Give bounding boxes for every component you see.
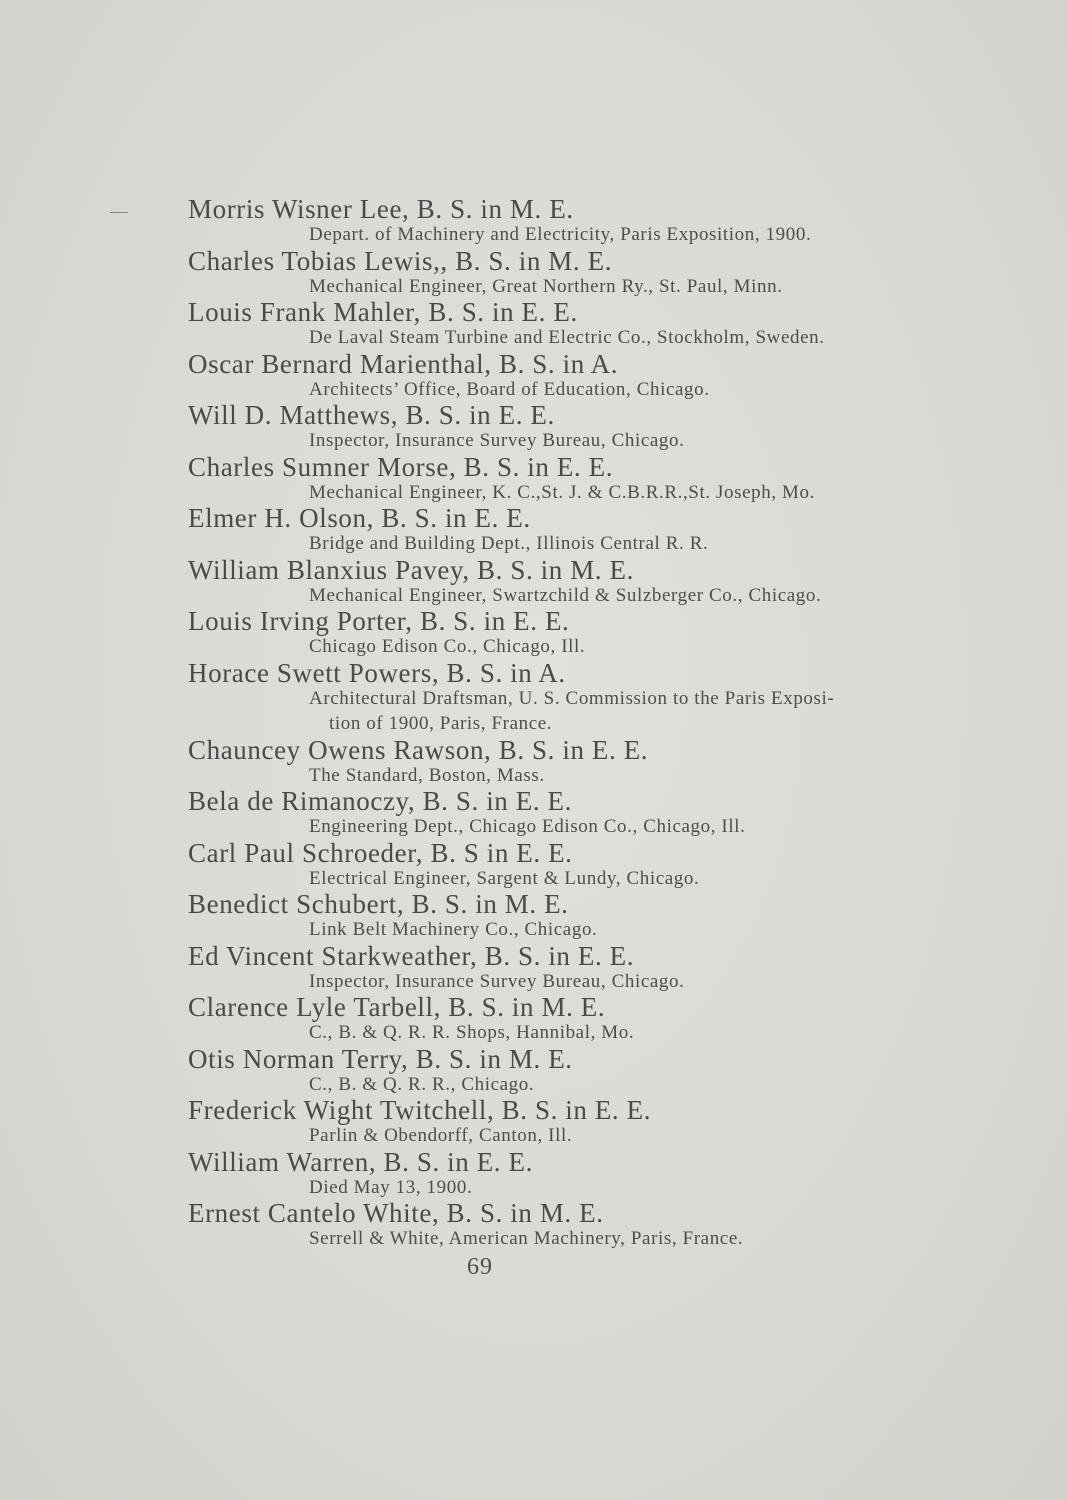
- list-item: [0, 837, 1067, 892]
- entry-detail: [309, 686, 1067, 737]
- list-item: [0, 608, 1067, 660]
- list-item: [0, 1200, 1067, 1252]
- entry-detail: Inspector, Insurance Survey Bureau, Chicago.: [309, 430, 685, 451]
- entry-detail: The Standard, Boston, Mass.: [309, 764, 545, 786]
- list-item: [0, 1043, 1067, 1098]
- list-item: [0, 734, 1067, 789]
- entry-detail: Chicago Edison Co., Chicago, Ill.: [309, 636, 586, 657]
- entry-detail: Mechanical Engineer, K. C.,St. J. & C.B.R.R.,St. Joseph, Mo.: [309, 481, 815, 503]
- entry-detail: Inspector, Insurance Survey Bureau, Chicago.: [309, 970, 685, 992]
- list-item: [0, 657, 1067, 737]
- entry-name: Frederick Wight Twitchell, B. S. in E. E.: [188, 1095, 652, 1125]
- list-item: [0, 1097, 1067, 1149]
- page-number: 69: [467, 1254, 493, 1280]
- list-item: [0, 940, 1067, 995]
- entry-detail-continuation: tion of 1900, Paris, France.: [329, 713, 553, 734]
- entry-detail: Engineering Dept., Chicago Edison Co., Chicago, Ill.: [309, 816, 746, 837]
- entry-name: Will D. Matthews, B. S. in E. E.: [188, 400, 555, 430]
- list-item: [0, 402, 1067, 454]
- entry-name: Ed Vincent Starkweather, B. S. in E. E.: [188, 940, 635, 971]
- list-item: [0, 505, 1067, 557]
- entry-detail: Parlin & Obendorff, Canton, Ill.: [309, 1125, 573, 1146]
- entry-detail: Bridge and Building Dept., Illinois Central R. R.: [309, 533, 709, 554]
- list-item: [0, 891, 1067, 943]
- entry-name: Oscar Bernard Marienthal, B. S. in A.: [188, 348, 619, 379]
- entry-detail: Serrell & White, American Machinery, Paris, France.: [309, 1228, 744, 1249]
- list-item: [0, 554, 1067, 609]
- entry-detail: C., B. & Q. R. R., Chicago.: [309, 1073, 535, 1095]
- entry-name: Charles Tobias Lewis,, B. S. in M. E.: [188, 245, 613, 276]
- list-item: [0, 245, 1067, 300]
- list-item: [0, 299, 1067, 351]
- entry-name: Elmer H. Olson, B. S. in E. E.: [188, 503, 531, 533]
- list-item: [0, 788, 1067, 840]
- entry-name: Carl Paul Schroeder, B. S in E. E.: [188, 837, 573, 868]
- list-item: [0, 451, 1067, 506]
- entry-detail: Died May 13, 1900.: [309, 1176, 473, 1198]
- entry-detail-line: Architectural Draftsman, U. S. Commission to the Paris Exposi-: [309, 687, 835, 709]
- entry-name: William Blanxius Pavey, B. S. in M. E.: [188, 554, 634, 585]
- entry-name: Morris Wisner Lee, B. S. in M. E.: [188, 194, 574, 224]
- entry-name: Chauncey Owens Rawson, B. S. in E. E.: [188, 734, 649, 765]
- entry-name: Louis Irving Porter, B. S. in E. E.: [188, 606, 570, 636]
- list-item: [0, 1146, 1067, 1201]
- list-item: [0, 348, 1067, 403]
- entry-name: Clarence Lyle Tarbell, B. S. in M. E.: [188, 992, 606, 1022]
- entry-name: Otis Norman Terry, B. S. in M. E.: [188, 1043, 573, 1074]
- entry-name: Horace Swett Powers, B. S. in A.: [188, 657, 566, 688]
- list-item: [0, 196, 1067, 248]
- entry-name: Louis Frank Mahler, B. S. in E. E.: [188, 297, 578, 327]
- entry-detail: Electrical Engineer, Sargent & Lundy, Chicago.: [309, 867, 700, 889]
- entry-name: Benedict Schubert, B. S. in M. E.: [188, 889, 569, 919]
- entry-detail: Mechanical Engineer, Great Northern Ry., St. Paul, Minn.: [309, 275, 783, 297]
- entry-detail: Mechanical Engineer, Swartzchild & Sulzberger Co., Chicago.: [309, 584, 822, 606]
- list-item: [0, 994, 1067, 1046]
- entry-detail: C., B. & Q. R. R. Shops, Hannibal, Mo.: [309, 1022, 635, 1043]
- entry-detail: Depart. of Machinery and Electricity, Paris Exposition, 1900.: [309, 224, 812, 245]
- entry-name: William Warren, B. S. in E. E.: [188, 1146, 533, 1177]
- entry-detail: Architects’ Office, Board of Education, Chicago.: [309, 378, 710, 400]
- entry-detail: Link Belt Machinery Co., Chicago.: [309, 919, 598, 940]
- entry-name: Bela de Rimanoczy, B. S. in E. E.: [188, 786, 572, 816]
- entry-name: Ernest Cantelo White, B. S. in M. E.: [188, 1198, 604, 1228]
- entry-detail: De Laval Steam Turbine and Electric Co., Stockholm, Sweden.: [309, 327, 825, 348]
- entry-name: Charles Sumner Morse, B. S. in E. E.: [188, 451, 614, 482]
- alumni-list: [0, 196, 1067, 1252]
